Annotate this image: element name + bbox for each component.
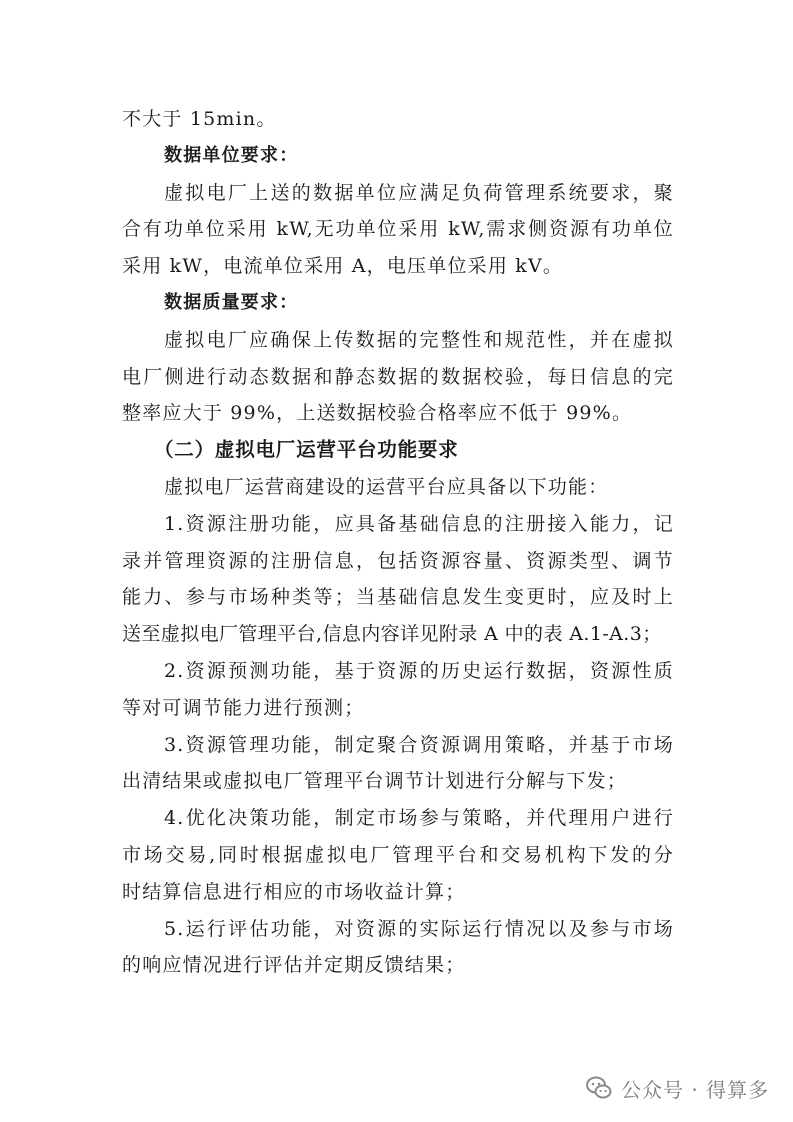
watermark-text: 公众号 · 得算多 [621, 1077, 770, 1102]
list-item-line: 能力、参与市场种类等；当基础信息发生变更时，应及时上 [122, 586, 674, 609]
watermark [585, 1071, 769, 1105]
list-item-line: 5.运行评估功能，对资源的实际运行情况以及参与市场 [164, 917, 674, 940]
paragraph-line: 不大于 15min。 [122, 108, 277, 130]
list-item-line: 出清结果或虚拟电厂管理平台调节计划进行分解与下发； [122, 770, 628, 793]
wechat-icon [585, 1074, 613, 1102]
paragraph-line: 电厂侧进行动态数据和静态数据的数据校验，每日信息的完 [122, 365, 674, 388]
paragraph-line: 虚拟电厂上送的数据单位应满足负荷管理系统要求，聚 [164, 181, 674, 204]
list-item-line: 4.优化决策功能，制定市场参与策略，并代理用户进行 [164, 807, 674, 830]
list-item-line: 录并管理资源的注册信息，包括资源容量、资源类型、调节 [122, 549, 674, 572]
list-item-line: 2.资源预测功能，基于资源的历史运行数据，资源性质 [164, 659, 674, 682]
paragraph-line: 虚拟电厂运营商建设的运营平台应具备以下功能： [164, 475, 609, 498]
list-item-line: 送至虚拟电厂管理平台,信息内容详见附录 A 中的表 A.1-A.3； [122, 623, 662, 646]
subheading-data-unit: 数据单位要求： [164, 144, 299, 166]
paragraph-line: 合有功单位采用 kW,无功单位采用 kW,需求侧资源有功单位 [122, 218, 674, 241]
list-item-line: 时结算信息进行相应的市场收益计算； [122, 880, 466, 903]
list-item-line: 的响应情况进行评估并定期反馈结果； [122, 954, 466, 977]
document-body [122, 101, 674, 984]
list-item-line: 1.资源注册功能，应具备基础信息的注册接入能力，记 [164, 512, 674, 535]
section-heading: （二）虚拟电厂运营平台功能要求 [154, 438, 459, 462]
paragraph-line: 整率应大于 99%，上送数据校验合格率应不低于 99%。 [122, 402, 633, 425]
list-item-line: 等对可调节能力进行预测； [122, 696, 365, 719]
list-item-line: 3.资源管理功能，制定聚合资源调用策略，并基于市场 [164, 733, 674, 756]
list-item-line: 市场交易,同时根据虚拟电厂管理平台和交易机构下发的分 [122, 843, 674, 866]
paragraph-line: 采用 kW，电流单位采用 A，电压单位采用 kV。 [122, 255, 564, 278]
paragraph-line: 虚拟电厂应确保上传数据的完整性和规范性，并在虚拟 [164, 328, 674, 351]
subheading-data-quality: 数据质量要求： [164, 291, 299, 313]
